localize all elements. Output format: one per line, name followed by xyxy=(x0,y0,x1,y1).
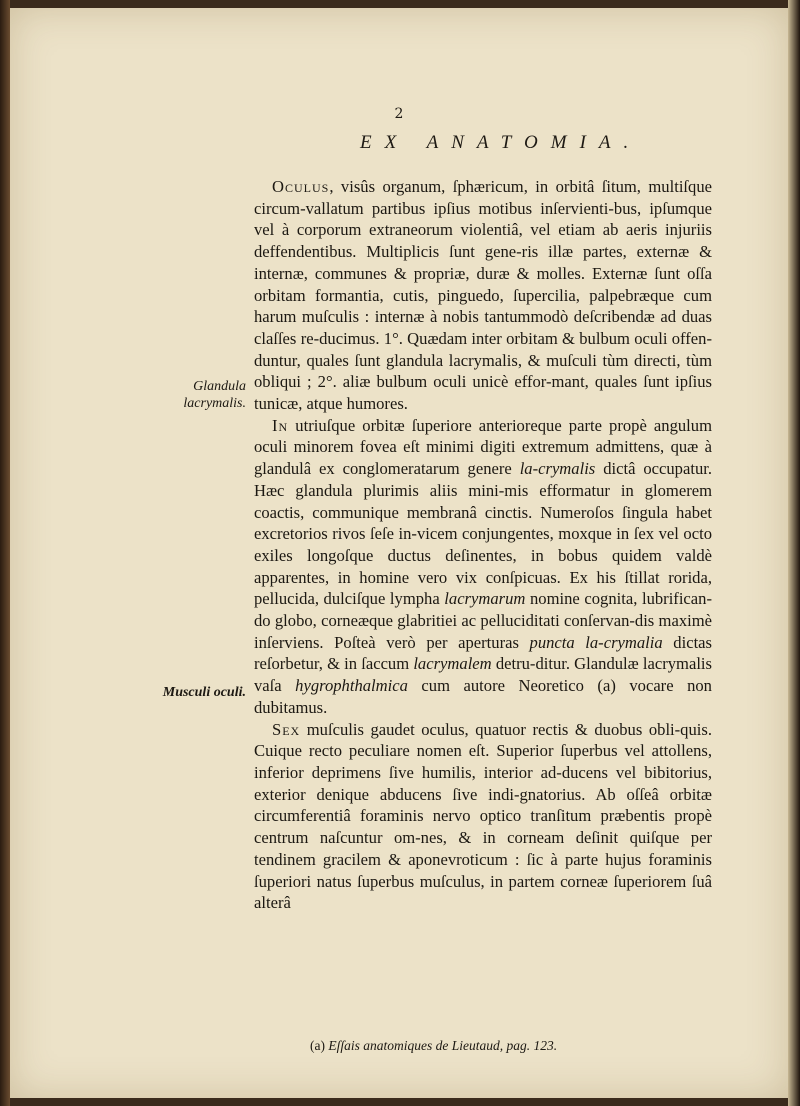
footnote-page: , pag. 123. xyxy=(499,1038,558,1053)
margin-note-glandula-line1: Glandula xyxy=(193,379,246,394)
body-text xyxy=(254,176,712,914)
italic-term: la-crymalis xyxy=(519,459,596,479)
paragraph-oculus xyxy=(254,176,712,415)
paragraph-text: cum autore Neoretico (a) vocare non dubitamus. xyxy=(254,676,712,717)
running-head: EX ANATOMIA. xyxy=(360,132,642,153)
italic-term: hygrophthalmica xyxy=(295,676,408,696)
margin-note-glandula-line2: lacrymalis. xyxy=(183,396,246,411)
lead-word: Oculus xyxy=(272,177,330,196)
paragraph-text: utriuſque orbitæ ſuperiore anterioreque parte propè angulum oculi minorem fovea eſt minimi digiti extremum admittens, quæ à glandulâ ex conglomeratarum genere xyxy=(254,415,712,479)
paragraph-text: detru-ditur. Glandulæ lacrymalis vaſa xyxy=(254,654,712,696)
lead-word: Sex xyxy=(272,719,301,739)
italic-term: lacrymarum xyxy=(444,589,526,609)
paragraph-text: , visûs organum, ſphæricum, in orbitâ ſitum, multiſque circum-vallatum partibus ipſius motibus inſervienti-bus, ipſumque vel à corporum extraneorum violentiâ, vel etiam ab aeris injuriis deffendentibus. Multiplicis ſunt gene-ris illæ partes, externæ & internæ, communes & propriæ, duræ & molles. Externæ ſunt oſſa orbitam formantia, cutis, pinguedo, ſupercilia, palpebræque cum harum muſculis : internæ à nobis tantummodò deſcribendæ ad duas claſſes re-ducimus. 1°. Quædam inter orbitam & bulbum oculi offen-duntur, quales ſunt glandula lacrymalis, & muſculi tùm directi, tùm obliqui ; 2°. aliæ bulbum oculi unicè effor-mant, quales ſunt ipſius tunicæ, atque humores. xyxy=(254,177,712,414)
footnote xyxy=(310,1038,730,1054)
paragraph-text: dictâ occupatur. Hæc glandula plurimis aliis mini-mis efformatur in glomerem coactis, communique membranâ cinctis. Numeroſos ſingula habet excretorios rivos ſeſe in-vicem conjungentes, moxque in ſex vel octo exiles longoſque ductus deſinentes, in bobus quidem valdè apparentes, in homine vero vix conſpicuas. Ex his ſtillat rorida, pellucida, dulciſque lympha xyxy=(254,459,712,609)
page-number: 2 xyxy=(394,106,404,122)
paragraph-musculi xyxy=(254,719,712,914)
left-binding-edge xyxy=(0,0,10,1106)
italic-term: puncta la-crymalia xyxy=(529,632,663,652)
footnote-marker: (a) xyxy=(310,1038,325,1053)
paragraph-text: nomine cognita, lubrifican-do globo, corneæque glabritiei ac pelluciditati conſervan-dis maximè inſerviens. Poſteà verò per aperturas xyxy=(254,589,712,652)
paragraph-glandula xyxy=(254,415,712,719)
footnote-source: Eſſais anatomiques de Lieutaud xyxy=(328,1038,500,1053)
paragraph-text: dictas reſorbetur, & in ſaccum xyxy=(254,632,713,674)
right-binding-edge xyxy=(788,0,800,1106)
lead-word: In xyxy=(272,415,289,435)
margin-note-glandula xyxy=(170,378,246,412)
paragraph-text: muſculis gaudet oculus, quatuor rectis & duobus obli-quis. Cuique recto peculiare nomen eſt. Superior ſuperbus vel attollens, inferior deprimens ſive humilis, interior ad-ducens vel bibitorius, exterior denique abducens ſive indi-gnatorius. Ab oſſeâ orbitæ circumferentiâ foraminis nervo optico tranſitum præbentis propè centrum naſcuntur om-nes, & in corneam deſinit quiſque per tendinem gracilem & aponevroticum : ſic à parte hujus foraminis ſuperiori natus ſuperbus muſculus, in partem corneæ ſuperiorem ſuâ alterâ xyxy=(254,719,712,913)
margin-note-musculi: Musculi oculi. xyxy=(162,685,246,700)
italic-term: lacrymalem xyxy=(413,654,492,674)
book-page xyxy=(10,8,788,1098)
